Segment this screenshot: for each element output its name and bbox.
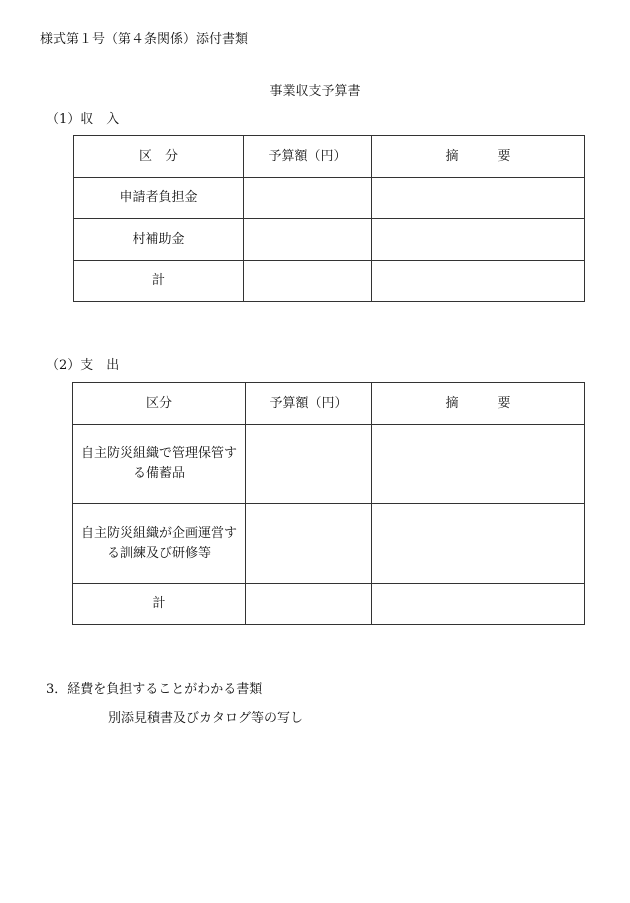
- income-amount-cell: [244, 219, 372, 261]
- table-row: [73, 425, 585, 504]
- form-number: 様式第１号（第４条関係）添付書類: [40, 32, 249, 47]
- income-note-cell: [372, 219, 585, 261]
- table-row: [74, 219, 585, 261]
- income-amount-cell: [244, 261, 372, 302]
- income-amount-cell: [244, 178, 372, 219]
- expense-amount-cell: [246, 425, 372, 504]
- income-heading: （1）収 入: [46, 112, 120, 127]
- expense-header-row: [73, 383, 585, 425]
- table-row: [73, 584, 585, 625]
- income-header-note: 摘 要: [372, 136, 585, 178]
- document-title: 事業収支予算書: [269, 84, 361, 99]
- expense-note-cell: [372, 425, 585, 504]
- table-row: [74, 261, 585, 302]
- income-category-cell: 村補助金: [74, 219, 244, 261]
- section3-body: 別添見積書及びカタログ等の写し: [108, 711, 304, 726]
- table-row: [74, 178, 585, 219]
- expense-heading: （2）支 出: [46, 358, 120, 373]
- income-header-category: 区 分: [74, 136, 244, 178]
- income-category-cell: 申請者負担金: [74, 178, 244, 219]
- income-category-cell: 計: [74, 261, 244, 302]
- expense-category-cell: 自主防災組織が企画運営する訓練及び研修等: [73, 504, 246, 584]
- expense-note-cell: [372, 584, 585, 625]
- expense-table: [72, 382, 585, 625]
- expense-header-amount: 予算額（円）: [246, 383, 372, 425]
- income-note-cell: [372, 178, 585, 219]
- table-row: [73, 504, 585, 584]
- expense-header-category: 区分: [73, 383, 246, 425]
- income-note-cell: [372, 261, 585, 302]
- income-table: [73, 135, 585, 302]
- expense-amount-cell: [246, 504, 372, 584]
- expense-amount-cell: [246, 584, 372, 625]
- expense-note-cell: [372, 504, 585, 584]
- section3-heading: 3．経費を負担することがわかる書類: [46, 682, 263, 697]
- expense-category-cell: 計: [73, 584, 246, 625]
- expense-category-cell: 自主防災組織で管理保管する備蓄品: [73, 425, 246, 504]
- expense-header-note: 摘 要: [372, 383, 585, 425]
- income-header-amount: 予算額（円）: [244, 136, 372, 178]
- income-header-row: [74, 136, 585, 178]
